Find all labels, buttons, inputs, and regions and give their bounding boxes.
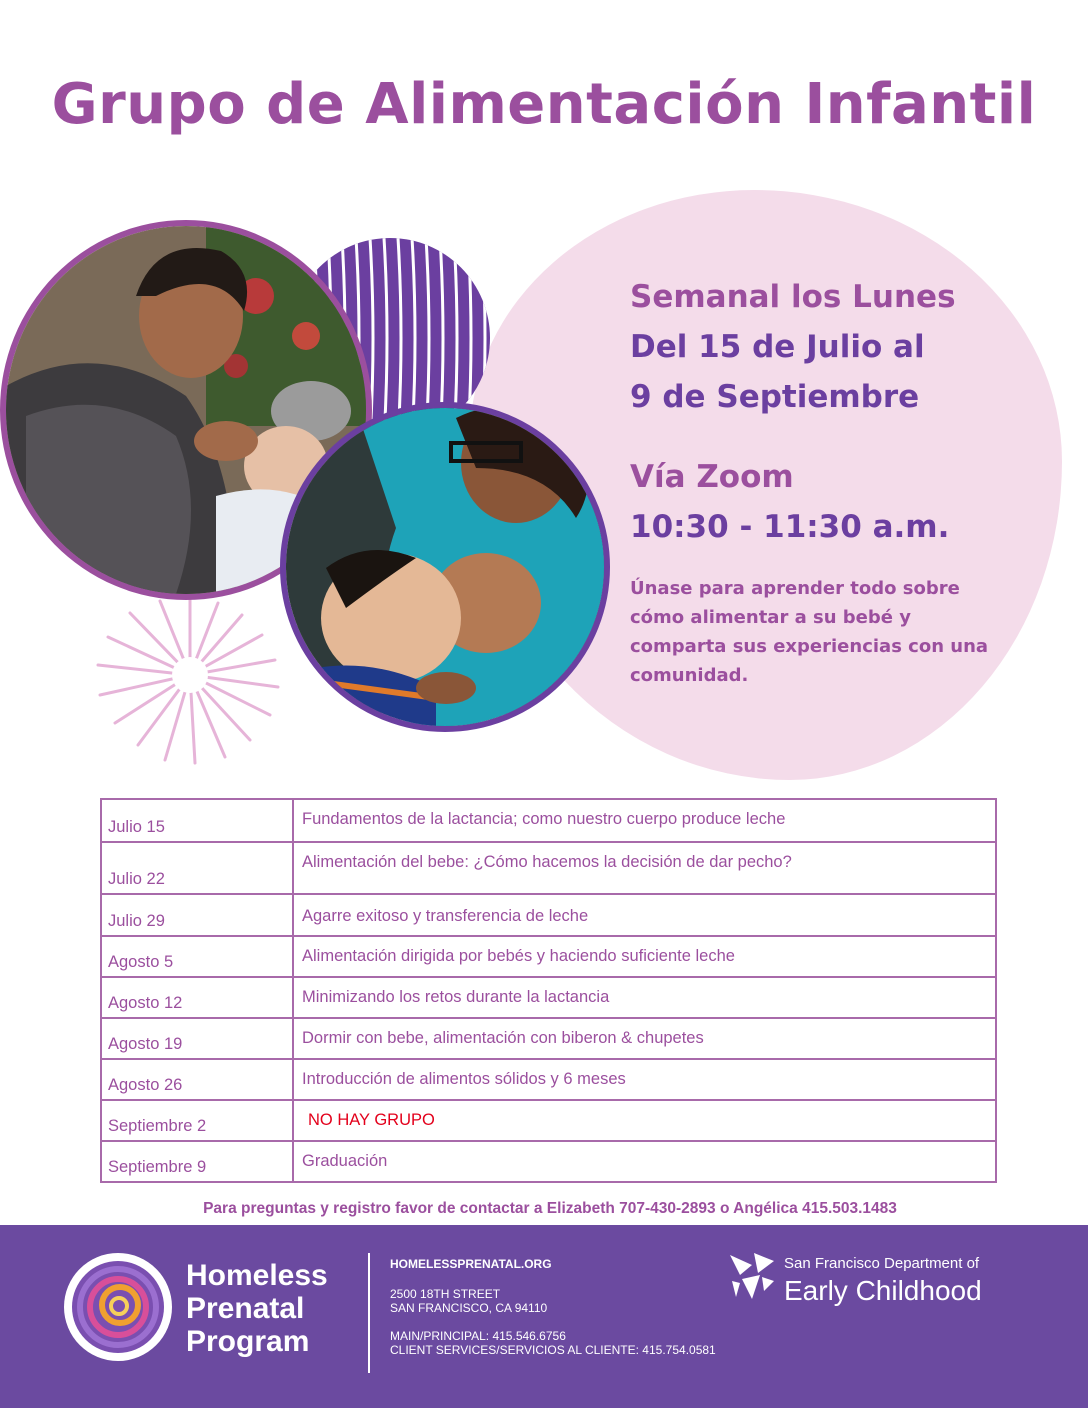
session-date: Septiembre 2 xyxy=(101,1100,293,1141)
website-link[interactable]: HOMELESSPRENATAL.ORG xyxy=(390,1257,552,1271)
city-address: SAN FRANCISCO, CA 94110 xyxy=(390,1301,548,1315)
table-row xyxy=(101,1100,996,1141)
table-row xyxy=(101,977,996,1018)
page-title: Grupo de Alimentación Infantil xyxy=(51,72,1037,137)
session-date: Julio 22 xyxy=(101,842,293,894)
session-topic: Minimizando los retos durante la lactancia xyxy=(293,977,996,1018)
org-name: Homeless Prenatal Program xyxy=(186,1259,328,1358)
description-text: Únase para aprender todo sobre cómo alimentar a su bebé y comparta sus experiencias con una comunidad. xyxy=(630,578,989,686)
session-topic: Fundamentos de la lactancia; como nuestro cuerpo produce leche xyxy=(293,799,996,842)
session-date: Septiembre 9 xyxy=(101,1141,293,1182)
session-topic: Agarre exitoso y transferencia de leche xyxy=(293,894,996,936)
schedule-info xyxy=(630,272,990,690)
session-date: Agosto 19 xyxy=(101,1018,293,1059)
footer xyxy=(0,1225,1088,1408)
platform-text: Vía Zoom xyxy=(630,459,794,495)
mother-breastfeeding-photo-2 xyxy=(280,402,610,732)
main-phone: MAIN/PRINCIPAL: 415.546.6756 xyxy=(390,1329,566,1343)
table-row xyxy=(101,842,996,894)
table-row xyxy=(101,1141,996,1182)
session-date: Agosto 26 xyxy=(101,1059,293,1100)
table-row xyxy=(101,1018,996,1059)
org-address-block xyxy=(390,1257,716,1357)
street-address: 2500 18TH STREET xyxy=(390,1287,501,1301)
contact-line: Para preguntas y registro favor de contactar a Elizabeth 707-430-2893 o Angélica 415.503.1483 xyxy=(203,1200,897,1217)
session-date: Julio 15 xyxy=(101,799,293,842)
session-topic: Dormir con bebe, alimentación con biberon & chupetes xyxy=(293,1018,996,1059)
footer-divider xyxy=(368,1253,370,1373)
session-topic: Introducción de alimentos sólidos y 6 meses xyxy=(293,1059,996,1100)
table-row xyxy=(101,1059,996,1100)
session-topic: Alimentación del bebe: ¿Cómo hacemos la decisión de dar pecho? xyxy=(293,842,996,894)
session-date: Agosto 5 xyxy=(101,936,293,977)
frequency-text: Semanal los Lunes xyxy=(630,279,956,315)
session-topic: Graduación xyxy=(293,1141,996,1182)
time-text: 10:30 - 11:30 a.m. xyxy=(630,509,950,545)
table-row xyxy=(101,936,996,977)
dept-name-line2: Early Childhood xyxy=(784,1275,982,1306)
session-schedule-table xyxy=(100,798,997,1183)
table-row xyxy=(101,799,996,842)
dec-logo-icon xyxy=(728,1251,776,1303)
date-range-start: Del 15 de Julio al xyxy=(630,329,925,365)
date-range-end: 9 de Septiembre xyxy=(630,379,920,415)
session-topic: Alimentación dirigida por bebés y haciendo suficiente leche xyxy=(293,936,996,977)
dept-name-line1: San Francisco Department of xyxy=(784,1255,980,1272)
table-row xyxy=(101,894,996,936)
session-date: Agosto 12 xyxy=(101,977,293,1018)
starburst-decoration xyxy=(90,595,290,765)
no-group-notice: NO HAY GRUPO xyxy=(293,1100,996,1141)
client-services-phone: CLIENT SERVICES/SERVICIOS AL CLIENTE: 415.754.0581 xyxy=(390,1343,716,1357)
homeless-prenatal-logo-icon xyxy=(62,1251,174,1363)
session-date: Julio 29 xyxy=(101,894,293,936)
